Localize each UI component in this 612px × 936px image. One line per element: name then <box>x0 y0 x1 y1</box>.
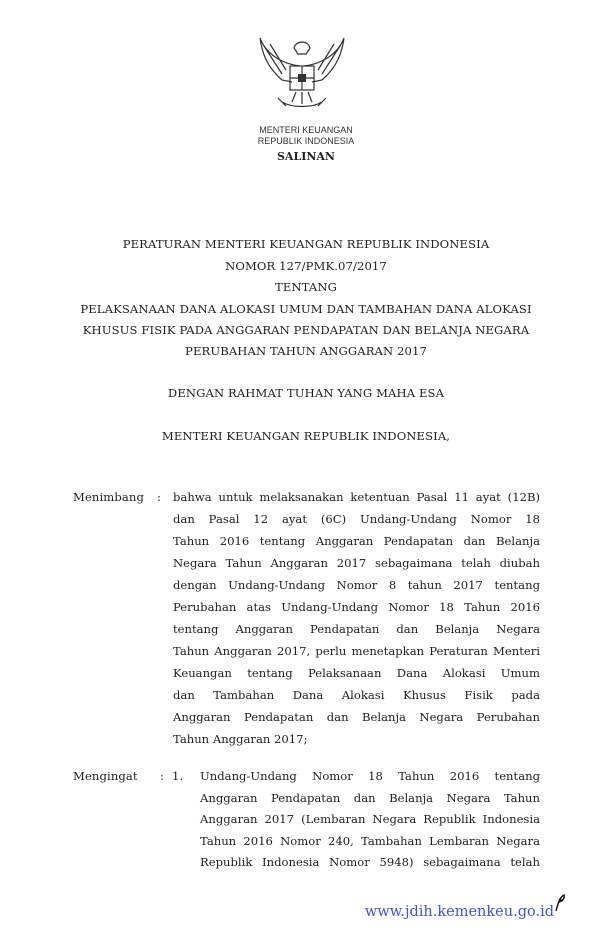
title-line-1: PERATURAN MENTERI KEUANGAN REPUBLIK INDONESIA <box>122 237 490 251</box>
text-line: Keuangan tentang Pelaksanaan Dana Alokasi Umum <box>173 666 540 680</box>
text-line: Negara Tahun Anggaran 2017 sebagaimana telah diubah <box>173 556 540 570</box>
title-number: NOMOR 127/PMK.07/2017 <box>225 259 387 273</box>
text-line: Anggaran Pendapatan dan Belanja Negara Perubahan <box>173 710 540 724</box>
title-line-4: PELAKSANAAN DANA ALOKASI UMUM DAN TAMBAHAN DANA ALOKASI <box>80 302 532 316</box>
text-line: dan Tambahan Dana Alokasi Khusus Fisik pada <box>173 688 540 702</box>
mengingat-item-number: 1. <box>172 769 184 783</box>
text-line: Undang-Undang Nomor 18 Tahun 2016 tentang <box>200 769 540 783</box>
text-line: tentang Anggaran Pendapatan dan Belanja Negara <box>173 622 540 636</box>
mengingat-colon: : <box>160 769 165 783</box>
text-line: Tahun Anggaran 2017; <box>173 732 308 746</box>
text-line: Perubahan atas Undang-Undang Nomor 18 Tahun 2016 <box>173 600 540 614</box>
text-line: Tahun 2016 tentang Anggaran Pendapatan dan Belanja <box>173 534 540 548</box>
invocation: DENGAN RAHMAT TUHAN YANG MAHA ESA <box>167 386 445 400</box>
garuda-emblem-icon <box>252 36 352 120</box>
text-line: Anggaran 2017 (Lembaran Negara Republik Indonesia <box>200 812 540 826</box>
title-line-5: KHUSUS FISIK PADA ANGGARAN PENDAPATAN DAN BELANJA NEGARA <box>82 323 530 337</box>
text-line: Anggaran Pendapatan dan Belanja Negara Tahun <box>200 790 540 805</box>
issuer: MENTERI KEUANGAN REPUBLIK INDONESIA, <box>161 429 451 443</box>
text-line: Republik Indonesia Nomor 5948) sebagaimana telah <box>200 855 540 869</box>
menimbang-colon: : <box>157 490 162 504</box>
title-tentang: TENTANG <box>275 280 337 294</box>
footer-url-link[interactable]: www.jdih.kemenkeu.go.id <box>364 904 554 920</box>
text-line: dengan Undang-Undang Nomor 8 tahun 2017 tentang <box>173 578 540 592</box>
menimbang-label: Menimbang <box>73 490 145 504</box>
office-line-1: MENTERI KEUANGAN <box>259 125 353 135</box>
title-line-6: PERUBAHAN TAHUN ANGGARAN 2017 <box>185 344 427 358</box>
salinan-stamp: SALINAN <box>276 150 335 163</box>
text-line: Tahun Anggaran 2017, perlu menetapkan Peraturan Menteri <box>173 644 540 658</box>
mengingat-label: Mengingat <box>73 769 138 783</box>
text-line: bahwa untuk melaksanakan ketentuan Pasal 11 ayat (12B) <box>173 490 540 504</box>
paraf-signature-icon <box>553 893 567 913</box>
text-line: dan Pasal 12 ayat (6C) Undang-Undang Nomor 18 <box>173 512 540 526</box>
text-line: Tahun 2016 Nomor 240, Tambahan Lembaran Negara <box>200 833 540 848</box>
office-line-2: REPUBLIK INDONESIA <box>257 136 355 146</box>
